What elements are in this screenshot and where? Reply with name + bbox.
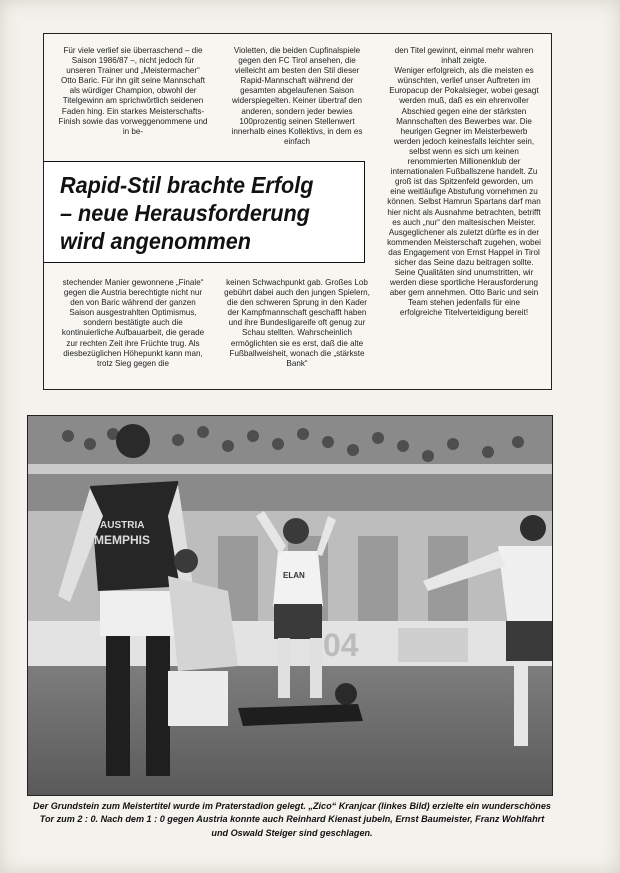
jersey-text-elan: ELAN bbox=[283, 571, 305, 580]
match-photo-illustration bbox=[28, 416, 552, 795]
article-column-2-bottom: keinen Schwachpunkt gab. Großes Lob gebührt dabei auch den jungen Spielern, die den schweren Sprung in den Kader der Kampfmannschaft geschafft haben und ihre Bundesligareife oft genug zur Schau stellten. Wahrscheinlich ermöglichten sie es erst, daß die alte Fußballweisheit, wonach die „stärkste Bank“ bbox=[224, 278, 370, 368]
article-column-1-top: Für viele verlief sie überraschend – die Saison 1986/87 –, nicht jedoch für unseren Trainer und „Meistermacher“ Otto Baric. Für ihn gilt seine Mannschaft als würdiger Champion, obwohl der Titelgewinn am sprichwörtlich seidenen Faden hing. Ein starkes Meisterschafts-Finish sowie das vorweggenommene und in be- bbox=[58, 46, 208, 136]
article-box bbox=[43, 33, 552, 390]
headline: Rapid-Stil brachte Erfolg – neue Herausforderung wird angenommen bbox=[60, 172, 314, 254]
jersey-text-memphis: MEMPHIS bbox=[94, 533, 151, 547]
jersey-text-austria: AUSTRIA bbox=[100, 520, 145, 531]
article-column-1-bottom: stechender Manier gewonnene „Finale“ gegen die Austria berechtigte nicht nur den von Baric während der ganzen Saison ausgestrahlten Optimismus, sondern bestätigte auch die kontinuierliche Aufbauarbeit, die gerade zur rechten Zeit ihre Früchte trug. Als diesbezüglichen Höhepunkt kann man, trotz Sieg gegen die bbox=[61, 278, 205, 368]
ad-board-text: 04 bbox=[323, 627, 359, 663]
photo-caption: Der Grundstein zum Meistertitel wurde im Praterstadion gelegt. „Zico“ Kranjcar (linkes Bild) erzielte ein wunderschönes Tor zum 2 : 0. Nach dem 1 : 0 gegen Austria konnte auch Reinhard Kienast jubeln, Ernst Baumeister, Franz Wohlfahrt und Oswald Steiger sind geschlagen. bbox=[33, 801, 551, 838]
article-column-3: den Titel gewinnt, einmal mehr wahren inhalt zeigte. Weniger erfolgreich, als die meisten es wünschten, verlief unser Auftreten im Europacup der Pokalsieger, wobei gesagt werden muß, daß es ein ehrenvoller Abschied gegen eine der stärksten Mannschaften des Bewerbes war. Die heurigen Gegner im Meisterbewerb werden jedoch keinesfalls leichter sein, selbst wenn es sich um keinen renommierten Millionenklub der internationalen Fußballszene handelt. Zu groß ist das Spitzenfeld geworden, um eine weitläufige Abstufung vornehmen zu können. Selbst Hamrun Spartans darf man hier nicht als Ausnahme betrachten, betrifft es auch „nur“ den maltesischen Meister. Ausgeglichener als zuletzt dürfte es in der kommenden Meisterschaft zugehen, wobei das Engagement von Ernst Happel in Tirol sicher das Seine dazu beitragen sollte. Seine Qualitäten sind unumstritten, wir werden diese sportliche Herausforderung aber gern annehmen. Otto Baric und sein Team stehen jedenfalls für eine erfolgreiche Titelverteidigung bereit! bbox=[387, 46, 541, 318]
headline-box bbox=[44, 161, 365, 263]
article-column-2-top: Violetten, die beiden Cupfinalspiele gegen den FC Tirol ansehen, die vielleicht am besten den Stil dieser Rapid-Mannschaft während der gesamten abgelaufenen Saison widerspiegelten. Keiner übertraf den anderen, sondern jeder bewies 100prozentig seinen Stellenwert innerhalb eines Kollektivs, in dem es einfach bbox=[231, 46, 363, 146]
match-photo bbox=[27, 415, 553, 796]
